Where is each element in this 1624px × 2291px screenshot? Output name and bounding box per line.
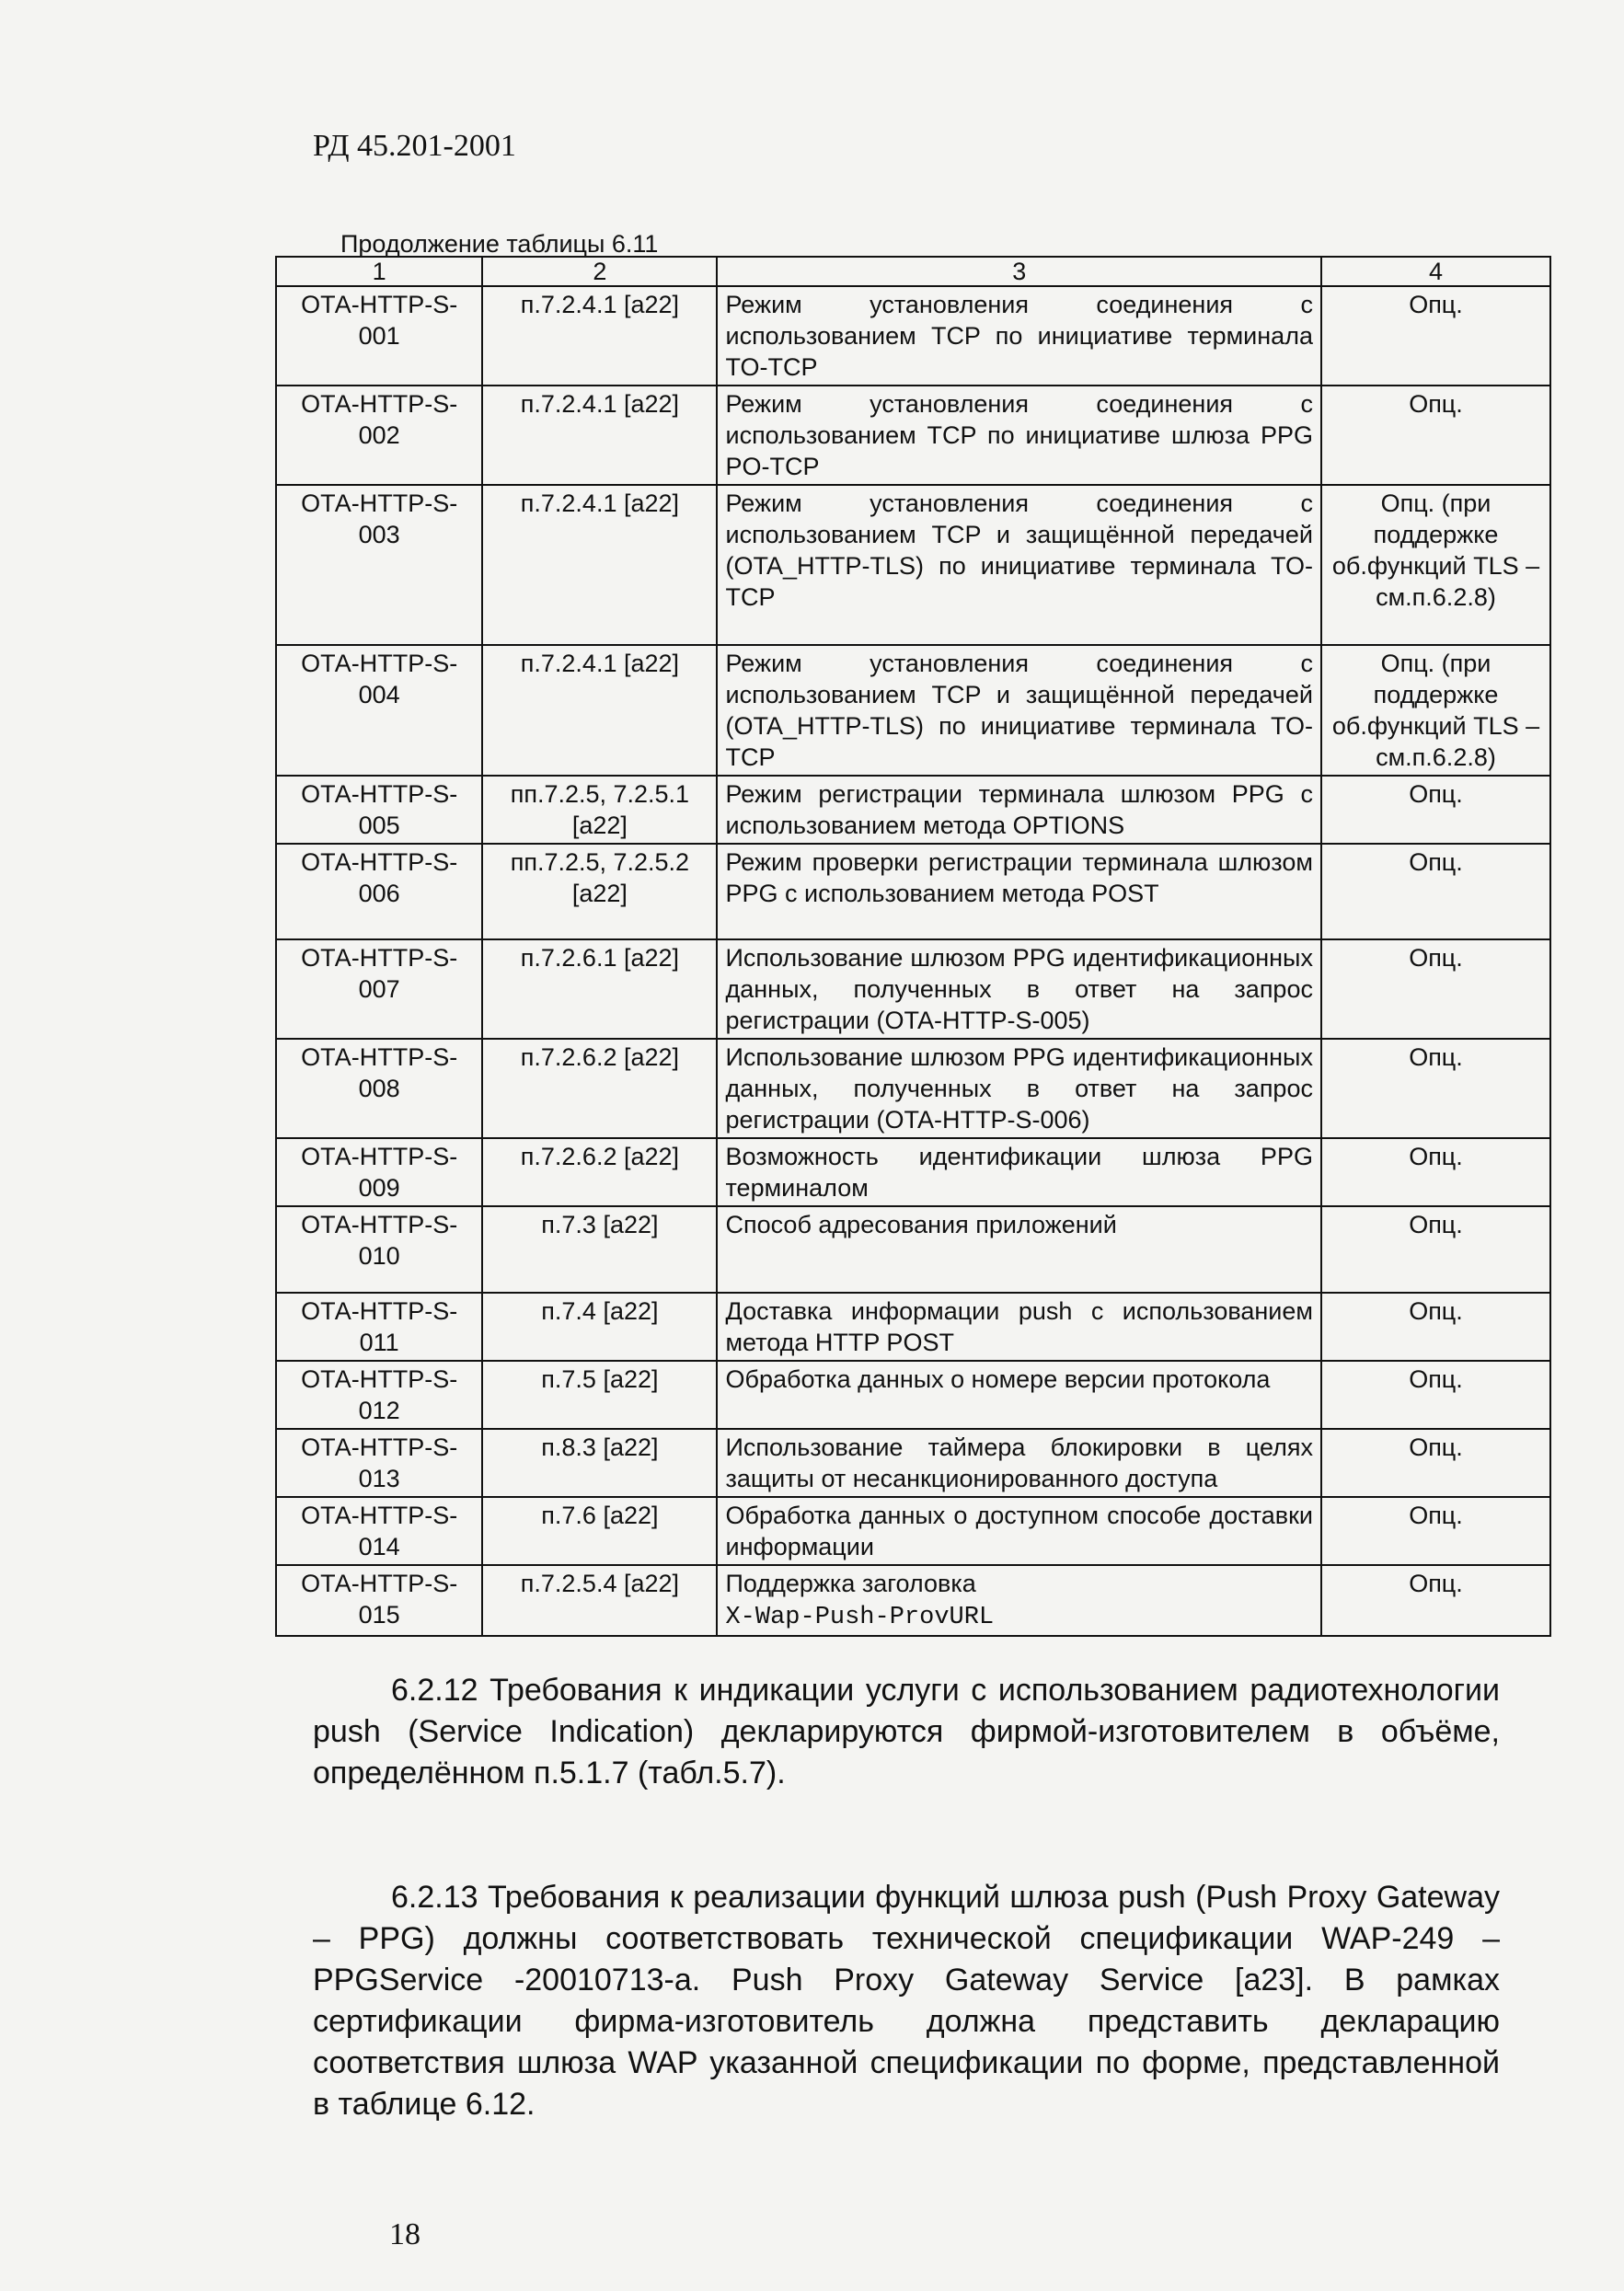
requirement-id: ОТА-НТТР-S-004 [276,645,482,776]
table-row [276,645,1550,776]
requirement-description [717,386,1320,485]
support-status: Опц. [1321,844,1550,939]
support-status: Опц. [1321,776,1550,844]
requirement-description [717,776,1320,844]
support-status: Опц. [1321,1206,1550,1293]
paragraph-6-2-12: 6.2.12 Требования к индикации услуги с использованием радиотехнологии push (Service Indication) декларируются фирмой-изготовителем в объёме, определённом п.5.1.7 (табл.5.7). [313,1673,1500,1790]
table-row [276,1039,1550,1138]
support-status: Опц. [1321,1039,1550,1138]
page-number: 18 [389,2217,420,2251]
spec-reference: п.7.2.6.2 [a22] [482,1039,717,1138]
spec-reference: п.7.2.6.2 [a22] [482,1138,717,1206]
spec-reference: п.7.2.4.1 [a22] [482,286,717,386]
requirement-description [717,645,1320,776]
table-row [276,286,1550,386]
requirement-id: ОТА-НТТР-S-013 [276,1429,482,1497]
spec-reference: п.7.2.5.4 [a22] [482,1565,717,1636]
header-code: X-Wap-Push-ProvURL [725,1604,995,1631]
support-status: Опц. [1321,386,1550,485]
requirement-description [717,1361,1320,1429]
support-status: Опц. [1321,1293,1550,1361]
table-row [276,386,1550,485]
table-caption: Продолжение таблицы 6.11 [340,230,659,258]
description-text: Режим проверки регистрации терминала шлюзом PPG с использованием метода POST [725,848,1313,907]
description-text: Доставка информации push с использованием метода HTTP POST [725,1297,1313,1356]
spec-reference: п.7.2.4.1 [a22] [482,645,717,776]
description-text: Режим установления соединения с использованием TCP и защищённой передачей (OTA_HTTP-TLS) по инициативе терминала TO-TCP [725,489,1313,611]
description-text: Поддержка заголовка [725,1570,976,1597]
support-status: Опц. [1321,939,1550,1039]
support-status: Опц. [1321,1565,1550,1636]
requirement-description [717,1293,1320,1361]
spec-reference: п.7.2.6.1 [a22] [482,939,717,1039]
spec-reference: п.7.2.4.1 [a22] [482,386,717,485]
requirement-description [717,485,1320,645]
table-row [276,844,1550,939]
requirement-description [717,1565,1320,1636]
requirement-description [717,1039,1320,1138]
table-row [276,939,1550,1039]
spec-reference: п.7.4 [a22] [482,1293,717,1361]
description-text: Режим установления соединения с использованием TCP и защищённой передачей (OTA_HTTP-TLS) по инициативе терминала TO-TCP [725,650,1313,771]
spec-reference: пп.7.2.5, 7.2.5.1 [a22] [482,776,717,844]
table-header-row [276,257,1550,286]
requirement-description [717,1206,1320,1293]
requirement-id: ОТА-НТТР-S-003 [276,485,482,645]
spec-reference: п.7.2.4.1 [a22] [482,485,717,645]
description-text: Использование шлюзом PPG идентификационных данных, полученных в ответ на запрос регистрации (OTA-HTTP-S-006) [725,1043,1313,1134]
table-row [276,485,1550,645]
support-status: Опц. [1321,286,1550,386]
support-status: Опц. [1321,1361,1550,1429]
document-header: РД 45.201-2001 [313,129,516,163]
description-text: Режим установления соединения с использованием TCP по инициативе шлюза PPG PO-TCP [725,390,1313,480]
requirement-id: ОТА-НТТР-S-012 [276,1361,482,1429]
support-status: Опц. [1321,1429,1550,1497]
description-text: Использование таймера блокировки в целях защиты от несанкционированного доступа [725,1433,1313,1492]
table-row [276,1206,1550,1293]
requirement-id: ОТА-НТТР-S-010 [276,1206,482,1293]
requirement-description [717,1497,1320,1565]
description-text: Использование шлюзом PPG идентификационных данных, полученных в ответ на запрос регистрации (OTA-HTTP-S-005) [725,944,1313,1034]
column-header: 3 [717,257,1320,286]
requirement-description [717,844,1320,939]
spec-reference: п.7.6 [a22] [482,1497,717,1565]
description-text: Возможность идентификации шлюза PPG терминалом [725,1143,1313,1202]
requirement-id: ОТА-НТТР-S-001 [276,286,482,386]
requirement-id: ОТА-НТТР-S-014 [276,1497,482,1565]
table-row [276,1293,1550,1361]
column-header: 1 [276,257,482,286]
table-row [276,1429,1550,1497]
spec-reference: п.7.3 [a22] [482,1206,717,1293]
description-text: Обработка данных о доступном способе доставки информации [725,1502,1313,1560]
spec-reference: п.7.5 [a22] [482,1361,717,1429]
support-status: Опц. [1321,1138,1550,1206]
requirement-id: ОТА-НТТР-S-015 [276,1565,482,1636]
paragraph-6-2-13: 6.2.13 Требования к реализации функций шлюза push (Push Proxy Gateway – PPG) должны соответствовать технической спецификации WAP-249 – PPGService -20010713-a. Push Proxy Gateway Service [a23]. В рамках сертификации фирма-изготовитель должна представить декларацию соответствия шлюза WAP указанной спецификации по форме, представленной в таблице 6.12. [313,1880,1500,2122]
requirement-description [717,1429,1320,1497]
spec-reference: п.8.3 [a22] [482,1429,717,1497]
column-header: 2 [482,257,717,286]
requirement-description [717,286,1320,386]
description-text: Режим установления соединения с использованием TCP по инициативе терминала TO-TCP [725,291,1313,381]
requirement-id: ОТА-НТТР-S-006 [276,844,482,939]
description-text: Обработка данных о номере версии протокола [725,1365,1271,1393]
requirement-id: ОТА-НТТР-S-008 [276,1039,482,1138]
requirement-id: ОТА-НТТР-S-005 [276,776,482,844]
description-text: Режим регистрации терминала шлюзом PPG с использованием метода OPTIONS [725,780,1313,839]
table-row [276,1565,1550,1636]
table-row [276,776,1550,844]
table-row [276,1138,1550,1206]
spec-table [275,256,1551,1637]
requirement-description [717,939,1320,1039]
support-status: Опц. (при поддержке об.функций TLS – см.п.6.2.8) [1321,485,1550,645]
description-text: Способ адресования приложений [725,1211,1117,1238]
requirement-id: ОТА-НТТР-S-002 [276,386,482,485]
support-status: Опц. (при поддержке об.функций TLS – см.п.6.2.8) [1321,645,1550,776]
support-status: Опц. [1321,1497,1550,1565]
requirement-id: ОТА-НТТР-S-011 [276,1293,482,1361]
table-row [276,1497,1550,1565]
requirement-id: ОТА-НТТР-S-007 [276,939,482,1039]
requirement-id: ОТА-НТТР-S-009 [276,1138,482,1206]
table-row [276,1361,1550,1429]
requirement-description [717,1138,1320,1206]
spec-reference: пп.7.2.5, 7.2.5.2 [a22] [482,844,717,939]
column-header: 4 [1321,257,1550,286]
